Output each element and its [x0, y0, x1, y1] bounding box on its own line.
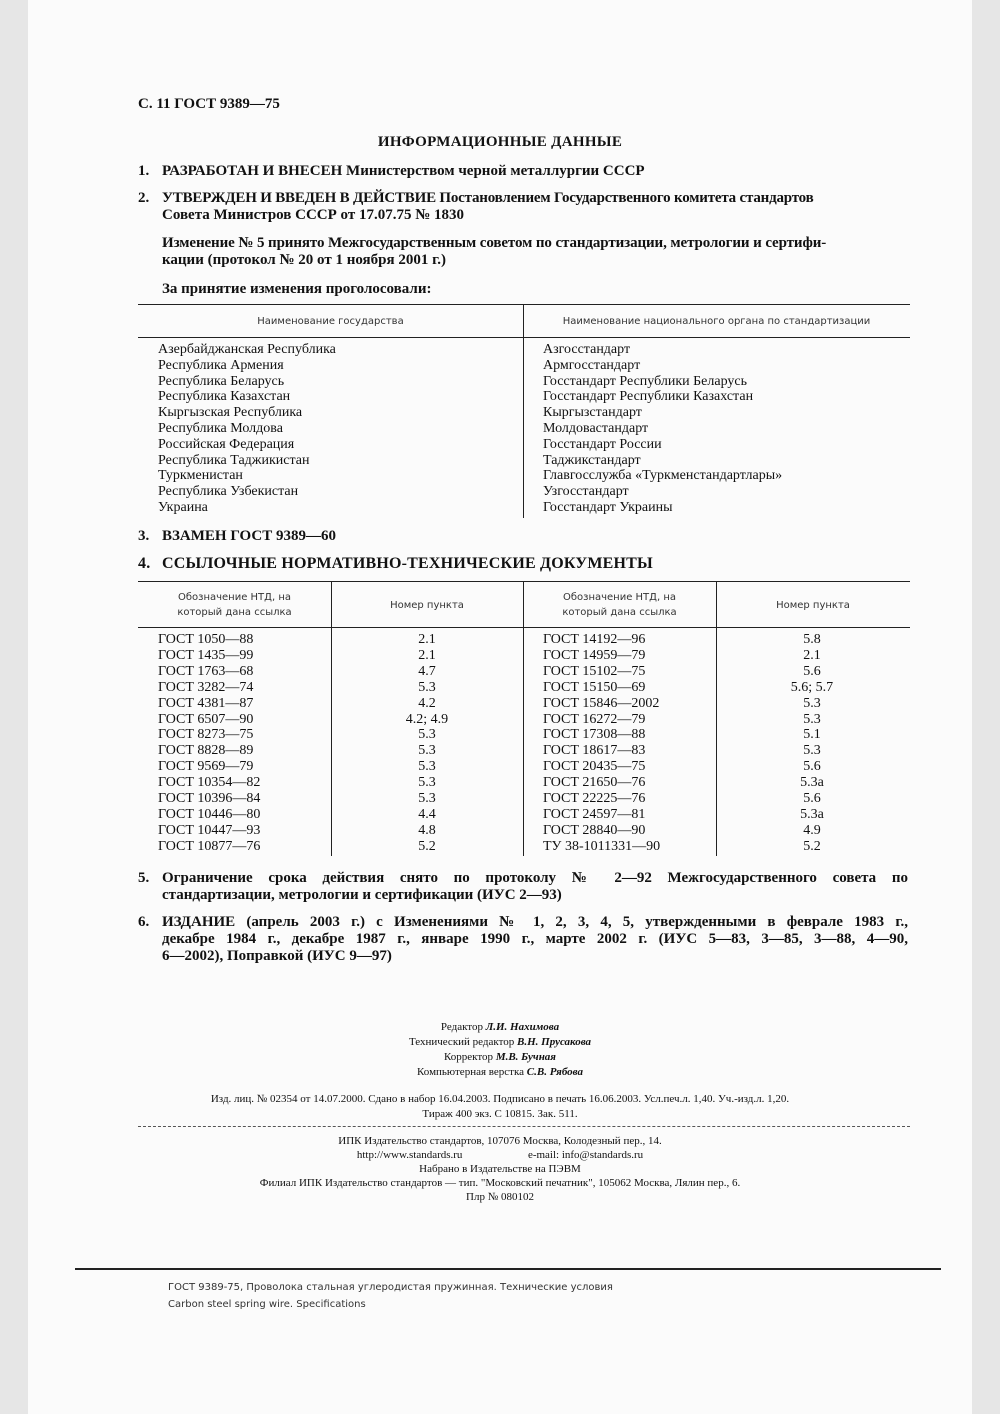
ntd-header-doc-left-line-2: который дана ссылка	[177, 607, 292, 618]
standards-body-name: Госстандарт Украины	[543, 500, 673, 515]
publisher-typeset: Набрано в Издательстве на ПЭВМ	[419, 1163, 581, 1175]
ntd-item-left: 4.4	[418, 806, 436, 822]
page-header: С. 11 ГОСТ 9389—75	[138, 96, 280, 112]
ntd-table-header-rule	[138, 627, 910, 628]
ntd-item-left: 2.1	[418, 632, 436, 647]
ntd-doc-right: ТУ 38-1011331—90	[543, 838, 661, 854]
ntd-doc-right: ГОСТ 15846—2002	[543, 695, 660, 711]
page-title: ИНФОРМАЦИОННЫЕ ДАННЫЕ	[377, 134, 623, 150]
ntd-doc-left: ГОСТ 8828—89	[158, 743, 254, 759]
ntd-doc-right: ГОСТ 28840—90	[543, 822, 646, 838]
ntd-header-item-right: Номер пункта	[776, 600, 850, 611]
standards-body-name: Госстандарт Республики Казахстан	[543, 389, 754, 405]
credit-layout-name: С.В. Рябова	[526, 1066, 584, 1078]
ntd-doc-left: ГОСТ 1435—99	[158, 647, 254, 663]
states-header-state: Наименование государства	[257, 316, 404, 327]
ntd-table-top-rule	[138, 581, 910, 582]
publisher-license: Плр № 080102	[466, 1191, 534, 1203]
ntd-doc-right: ГОСТ 17308—88	[543, 727, 646, 743]
ntd-item-left: 4.7	[418, 663, 436, 679]
ntd-item-right: 5.6	[803, 663, 821, 679]
ntd-doc-left: ГОСТ 10396—84	[158, 791, 261, 806]
section-2-line-1: УТВЕРЖДЕН И ВВЕДЕН В ДЕЙСТВИЕ Постановлением Государственного комитета стандартов	[162, 190, 814, 206]
standards-body-name: Узгосстандарт	[543, 484, 629, 500]
standards-body-name: Госстандарт России	[543, 436, 662, 452]
state-name: Кыргызская Республика	[158, 405, 303, 421]
ntd-item-right: 2.1	[803, 647, 821, 663]
credit-editor-name: Л.И. Нахимова	[485, 1021, 560, 1033]
state-name: Республика Узбекистан	[158, 484, 299, 500]
ntd-header-doc-left	[138, 590, 331, 620]
footer-title-ru: ГОСТ 9389-75, Проволока стальная углеродистая пружинная. Технические условия	[168, 1282, 613, 1293]
credit-corrector-name: М.В. Бучная	[495, 1051, 556, 1063]
ntd-item-left: 5.3	[418, 743, 436, 759]
ntd-doc-left: ГОСТ 3282—74	[158, 679, 254, 695]
ntd-doc-right: ГОСТ 16272—79	[543, 711, 646, 727]
state-name: Азербайджанская Республика	[158, 342, 336, 357]
credit-corrector-role: Корректор	[444, 1051, 494, 1063]
ntd-item-right: 5.3а	[800, 775, 824, 791]
footer-title-en: Carbon steel spring wire. Specifications	[168, 1299, 366, 1310]
credit-layout-role: Компьютерная верстка	[416, 1066, 525, 1078]
publisher-contacts	[0, 1148, 1000, 1163]
ntd-doc-left: ГОСТ 10877—76	[158, 838, 261, 854]
state-name: Туркменистан	[158, 468, 243, 484]
publisher-site[interactable]: http://www.standards.ru	[356, 1149, 463, 1161]
ntd-doc-right: ГОСТ 21650—76	[543, 775, 646, 791]
ntd-item-left: 4.2; 4.9	[405, 711, 449, 727]
standards-body-name: Госстандарт Республики Беларусь	[543, 373, 748, 389]
credit-editor-role: Редактор	[440, 1021, 483, 1033]
ntd-header-item-left: Номер пункта	[390, 600, 464, 611]
ntd-doc-left: ГОСТ 9569—79	[158, 759, 254, 775]
ntd-item-left: 4.8	[418, 822, 436, 838]
section-3-number: 3.	[138, 528, 150, 544]
credit-corrector	[0, 1050, 1000, 1065]
state-name: Республика Казахстан	[158, 389, 291, 405]
ntd-doc-right: ГОСТ 15150—69	[543, 679, 646, 695]
publisher-email[interactable]: e-mail: info@standards.ru	[527, 1149, 644, 1161]
ntd-item-right: 5.6	[803, 759, 821, 775]
ntd-item-left: 5.3	[418, 679, 436, 695]
section-5-number: 5.	[138, 870, 150, 886]
publisher-address: ИПК Издательство стандартов, 107076 Москва, Колодезный пер., 14.	[338, 1135, 662, 1147]
standards-body-name: Главгосслужба «Туркменстандартлары»	[543, 468, 783, 484]
states-table-divider	[523, 304, 524, 518]
section-2-line-2: Совета Министров СССР от 17.07.75 № 1830	[162, 207, 465, 223]
section-4-number: 4.	[138, 555, 151, 572]
ntd-doc-left: ГОСТ 6507—90	[158, 711, 254, 727]
ntd-item-right: 5.1	[803, 727, 821, 743]
standards-body-name: Армгосстандарт	[543, 357, 641, 373]
ntd-doc-left: ГОСТ 1763—68	[158, 663, 254, 679]
section-6-line-1: ИЗДАНИЕ (апрель 2003 г.) с Изменениями № 1, 2, 3, 4, 5, утвержденными в феврале 1983 г.,	[162, 914, 908, 930]
states-header-body: Наименование национального органа по стандартизации	[562, 316, 871, 327]
states-table-header-rule	[138, 337, 910, 338]
ntd-doc-right: ГОСТ 15102—75	[543, 663, 646, 679]
standards-body-name: Азгосстандарт	[543, 342, 631, 357]
state-name: Украина	[158, 500, 208, 515]
credit-editor	[0, 1020, 1000, 1035]
footer-rule	[75, 1268, 941, 1270]
ntd-item-left: 5.3	[418, 727, 436, 743]
publisher-branch: Филиал ИПК Издательство стандартов — тип. "Московский печатник", 105062 Москва, Лялин пер., 6.	[259, 1177, 741, 1189]
ntd-divider-2	[523, 581, 524, 856]
ntd-doc-left: ГОСТ 10446—80	[158, 806, 261, 822]
ntd-doc-left: ГОСТ 10354—82	[158, 775, 261, 791]
ntd-item-left: 2.1	[418, 647, 436, 663]
ntd-doc-left: ГОСТ 8273—75	[158, 727, 254, 743]
standards-body-name: Кыргызстандарт	[543, 405, 642, 421]
credit-tech-editor-role: Технический редактор	[408, 1036, 515, 1048]
section-6-number: 6.	[138, 914, 150, 930]
section-3-text: ВЗАМЕН ГОСТ 9389—60	[162, 528, 336, 544]
ntd-item-right: 4.9	[803, 822, 821, 838]
credit-layout	[0, 1065, 1000, 1080]
credit-tech-editor-name: В.Н. Прусакова	[517, 1036, 592, 1048]
ntd-item-right: 5.2	[803, 838, 821, 854]
standards-body-name: Молдовастандарт	[543, 421, 649, 436]
ntd-item-left: 4.2	[418, 695, 436, 711]
state-name: Российская Федерация	[158, 436, 295, 452]
section-5-line-2: стандартизации, метрологии и сертификации (ИУС 2—93)	[162, 887, 562, 903]
amendment-line-1: Изменение № 5 принято Межгосударственным советом по стандартизации, метрологии и сертифи-	[162, 235, 827, 251]
states-table-top-rule	[138, 304, 910, 305]
ntd-item-right: 5.3	[803, 695, 821, 711]
section-1-number: 1.	[138, 163, 150, 179]
ntd-item-left: 5.3	[418, 759, 436, 775]
ntd-header-doc-left-line-1: Обозначение НТД, на	[177, 592, 292, 603]
section-6-line-2: декабре 1984 г., декабре 1987 г., январе 1990 г., марте 2002 г. (ИУС 5—83, 3—85, 3—88, 4—90,	[162, 931, 908, 947]
license-line-1: Изд. лиц. № 02354 от 14.07.2000. Сдано в набор 16.04.2003. Подписано в печать 16.06.2003. Усл.печ.л. 1,40. Уч.-изд.л. 1,20.	[210, 1093, 790, 1105]
ntd-doc-right: ГОСТ 20435—75	[543, 759, 646, 775]
section-4-text: ССЫЛОЧНЫЕ НОРМАТИВНО-ТЕХНИЧЕСКИЕ ДОКУМЕНТЫ	[162, 555, 653, 572]
ntd-doc-right: ГОСТ 14192—96	[543, 632, 646, 647]
ntd-doc-right: ГОСТ 24597—81	[543, 806, 646, 822]
ntd-doc-right: ГОСТ 14959—79	[543, 647, 646, 663]
ntd-header-doc-right	[523, 590, 716, 620]
standards-body-name: Таджикстандарт	[543, 452, 641, 468]
ntd-item-right: 5.3	[803, 711, 821, 727]
ntd-item-right: 5.8	[803, 632, 821, 647]
ntd-item-left: 5.3	[418, 791, 436, 806]
ntd-doc-left: ГОСТ 10447—93	[158, 822, 261, 838]
ntd-doc-right: ГОСТ 18617—83	[543, 743, 646, 759]
amendment-line-2: кации (протокол № 20 от 1 ноября 2001 г.)	[162, 252, 446, 268]
imprint-separator	[138, 1126, 910, 1127]
ntd-item-right: 5.3а	[800, 806, 824, 822]
state-name: Республика Армения	[158, 357, 284, 373]
ntd-header-doc-right-line-1: Обозначение НТД, на	[562, 592, 677, 603]
ntd-item-right: 5.6	[803, 791, 821, 806]
ntd-doc-left: ГОСТ 1050—88	[158, 632, 254, 647]
ntd-item-right: 5.6; 5.7	[790, 679, 834, 695]
ntd-doc-left: ГОСТ 4381—87	[158, 695, 254, 711]
section-2-number: 2.	[138, 190, 150, 206]
credit-tech-editor	[0, 1035, 1000, 1050]
ntd-header-doc-right-line-2: который дана ссылка	[562, 607, 677, 618]
ntd-item-right: 5.3	[803, 743, 821, 759]
state-name: Республика Беларусь	[158, 373, 285, 389]
ntd-doc-right: ГОСТ 22225—76	[543, 791, 646, 806]
ntd-item-left: 5.2	[418, 838, 436, 854]
section-1-text: РАЗРАБОТАН И ВНЕСЕН Министерством черной металлургии СССР	[162, 163, 645, 179]
section-5-line-1: Ограничение срока действия снято по протоколу № 2—92 Межгосударственного совета по	[162, 870, 908, 886]
state-name: Республика Молдова	[158, 421, 283, 436]
voted-caption: За принятие изменения проголосовали:	[162, 281, 432, 297]
section-6-line-3: 6—2002), Поправкой (ИУС 9—97)	[162, 948, 392, 964]
license-line-2: Тираж 400 экз. С 10815. Зак. 511.	[422, 1108, 578, 1120]
ntd-item-left: 5.3	[418, 775, 436, 791]
state-name: Республика Таджикистан	[158, 452, 310, 468]
